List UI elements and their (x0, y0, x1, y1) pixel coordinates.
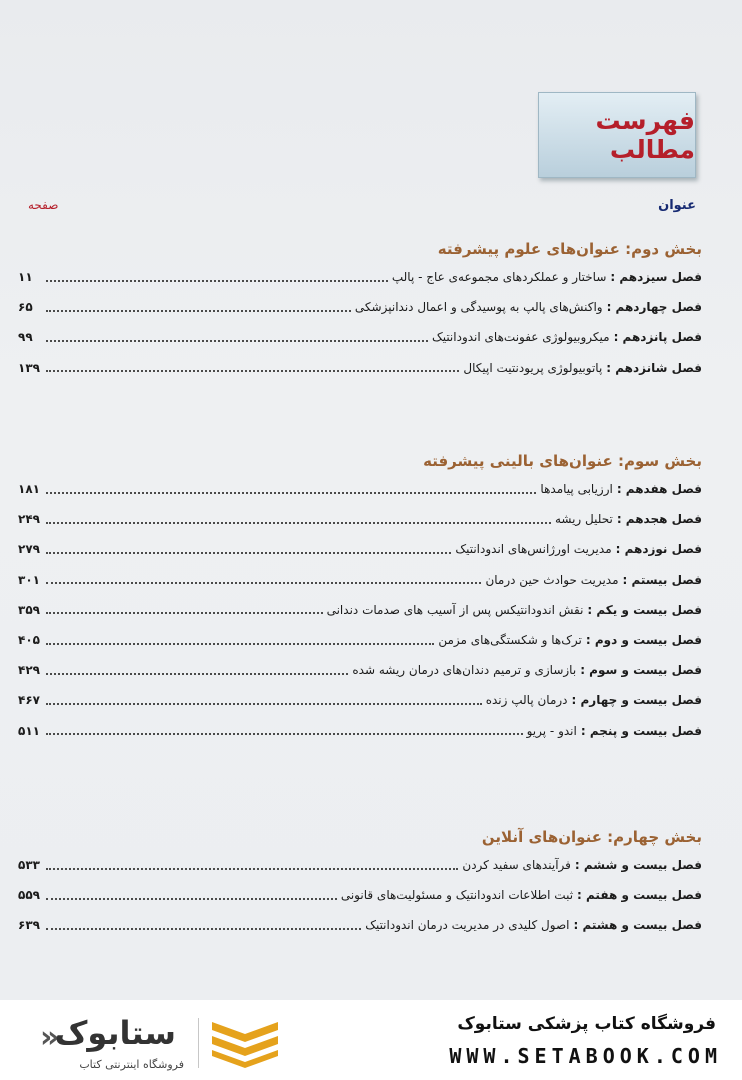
toc-title: فهرست مطالب (595, 106, 695, 164)
dot-leader (46, 545, 451, 554)
section-advanced-clinical (18, 448, 702, 746)
dot-leader (46, 636, 434, 645)
chapter-topic: نقش اندودانتیکس پس از آسیب های صدمات دندانی (326, 602, 584, 617)
toc-entry[interactable] (18, 716, 702, 746)
page-number: ۳۰۱ (18, 572, 40, 587)
dot-leader (46, 666, 348, 675)
chapter-topic: اصول کلیدی در مدیریت درمان اندودانتیک (365, 918, 570, 933)
chapter-label: فصل هجدهم : (616, 512, 702, 527)
chapter-topic: درمان پالپ زنده (485, 693, 568, 708)
page-number: ۴۰۵ (18, 633, 40, 648)
dot-leader (46, 273, 388, 282)
page-number: ۴۶۷ (18, 693, 40, 708)
chapter-label: فصل چهاردهم : (606, 300, 702, 315)
page-number: ۵۳۳ (18, 858, 40, 873)
chapter-label: فصل بیست و یکم : (587, 602, 702, 617)
dot-leader (46, 726, 523, 735)
toc-entry[interactable] (18, 322, 702, 352)
toc-entry[interactable] (18, 850, 702, 880)
logo-divider (198, 1018, 199, 1068)
chapter-label: فصل هفدهم : (616, 482, 702, 497)
chapter-label: فصل نوزدهم : (615, 542, 702, 557)
toc-entry[interactable] (18, 353, 702, 383)
page-number: ۲۴۹ (18, 512, 40, 527)
section-online-topics (18, 824, 702, 941)
chapter-topic: مدیریت اورژانس‌های اندودانتیک (455, 542, 612, 557)
dot-leader (46, 921, 361, 930)
chapter-label: فصل سیزدهم : (610, 270, 702, 285)
toc-entry[interactable] (18, 655, 702, 685)
dot-leader (46, 605, 323, 614)
page-number: ۵۵۹ (18, 888, 40, 903)
toc-entry[interactable] (18, 910, 702, 940)
chapter-label: فصل شانزدهم : (606, 360, 702, 375)
chapter-topic: بازسازی و ترمیم دندان‌های درمان ریشه شده (352, 663, 577, 678)
chapter-topic: میکروبیولوژی عفونت‌های اندودانتیک (431, 330, 610, 345)
chapter-label: فصل بیست و دوم : (585, 633, 702, 648)
chapter-topic: فرآیندهای سفید کردن (462, 858, 571, 873)
books-stack-icon (208, 1016, 282, 1068)
page-number: ۹۹ (18, 330, 33, 345)
toc-entry[interactable] (18, 685, 702, 715)
chapter-label: فصل بیست و ششم : (574, 858, 702, 873)
store-name: فروشگاه کتاب پزشکی ستابوک (457, 1014, 716, 1034)
column-heading-title: عنوان (658, 198, 696, 213)
toc-entry[interactable] (18, 880, 702, 910)
chapter-topic: تحلیل ریشه (554, 512, 613, 527)
page-number: ۱۸۱ (18, 482, 40, 497)
toc-entry[interactable] (18, 262, 702, 292)
toc-entry[interactable] (18, 474, 702, 504)
store-logo[interactable] (40, 1014, 190, 1076)
dot-leader (46, 696, 482, 705)
chapter-label: فصل پانزدهم : (613, 330, 702, 345)
page-number: ۶۳۹ (18, 918, 40, 933)
chapter-topic: ارزیابی پیامدها (540, 482, 613, 497)
dot-leader (46, 515, 551, 524)
chapter-label: فصل بیست و هشتم : (573, 918, 702, 933)
logo-tagline: فروشگاه اینترنتی کتاب (79, 1058, 184, 1071)
double-chevron-left-icon: « (40, 1020, 60, 1055)
dot-leader (46, 575, 481, 584)
section-advanced-sciences (18, 236, 702, 383)
page-number: ۱۱ (18, 270, 33, 285)
logo-brand: ستابوک (54, 1014, 176, 1052)
toc-entry[interactable] (18, 534, 702, 564)
chapter-topic: واکنش‌های پالپ به پوسیدگی و اعمال دندانپزشکی (354, 300, 603, 315)
chapter-topic: مدیریت حوادث حین درمان (485, 572, 619, 587)
toc-entry[interactable] (18, 595, 702, 625)
toc-entry[interactable] (18, 504, 702, 534)
page-number: ۱۳۹ (18, 360, 40, 375)
chapter-topic: پاتوبیولوژی پریودنتیت اپیکال (463, 360, 603, 375)
dot-leader (46, 363, 459, 372)
chapter-topic: ترک‌ها و شکستگی‌های مزمن (438, 633, 582, 648)
chapter-topic: ساختار و عملکردهای مجموعه‌ی عاج - پالپ (391, 270, 607, 285)
dot-leader (46, 891, 337, 900)
chapter-topic: ثبت اطلاعات اندودانتیک و مسئولیت‌های قانونی (340, 888, 574, 903)
column-heading-page: صفحه (28, 198, 59, 212)
chapter-label: فصل بیست و هفتم : (577, 888, 702, 903)
chapter-topic: اندو - پریو (526, 723, 577, 738)
dot-leader (46, 861, 458, 870)
dot-leader (46, 303, 351, 312)
section-title: بخش دوم: عنوان‌های علوم پیشرفته (437, 240, 702, 258)
page-number: ۳۵۹ (18, 602, 40, 617)
dot-leader (46, 333, 428, 342)
page-number: ۲۷۹ (18, 542, 40, 557)
section-title: بخش چهارم: عنوان‌های آنلاین (481, 828, 702, 846)
store-footer (0, 1000, 742, 1080)
section-title: بخش سوم: عنوان‌های بالینی پیشرفته (423, 452, 702, 470)
page-number: ۶۵ (18, 300, 33, 315)
toc-entry[interactable] (18, 625, 702, 655)
page-number: ۴۲۹ (18, 663, 40, 678)
page-number: ۵۱۱ (18, 723, 40, 738)
dot-leader (46, 485, 536, 494)
store-url-link[interactable]: WWW.SETABOOK.COM (449, 1044, 722, 1068)
chapter-label: فصل بیست و پنجم : (580, 723, 702, 738)
chapter-label: فصل بیستم : (622, 572, 702, 587)
toc-title-box (538, 92, 696, 178)
chapter-label: فصل بیست و چهارم : (571, 693, 702, 708)
toc-entry[interactable] (18, 565, 702, 595)
chapter-label: فصل بیست و سوم : (580, 663, 702, 678)
toc-entry[interactable] (18, 292, 702, 322)
